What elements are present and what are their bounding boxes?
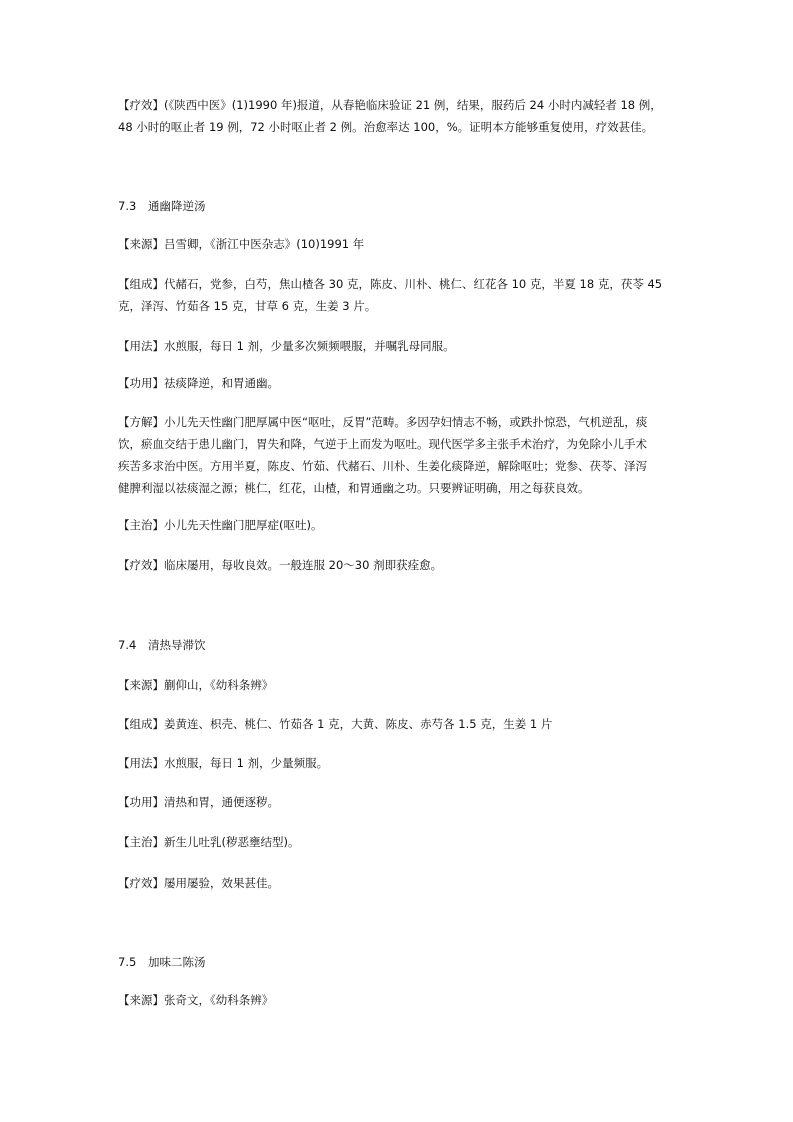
section-number: 7.5: [118, 955, 137, 969]
text-line: 【疗效】临床屡用，每收良效。一般连服 20～30 剂即获痊愈。: [118, 558, 443, 572]
paragraph-analysis-7-3: [118, 411, 678, 499]
section-title: 加味二陈汤: [148, 955, 206, 969]
paragraph-composition-7-3: [118, 273, 678, 317]
text-line: 【功用】清热和胃，通便逐秽。: [118, 795, 279, 809]
paragraph-indication-7-3: [118, 514, 678, 536]
text-line: 【用法】水煎服，每日 1 剂，少量多次频频喂服，并嘱乳母同服。: [118, 339, 455, 353]
paragraph-function-7-3: [118, 372, 678, 394]
text-line: 【来源】张奇文，《幼科条辨》: [118, 993, 274, 1007]
paragraph-composition-7-4: [118, 713, 678, 735]
text-line: 【方解】小儿先天性幽门肥厚属中医“呕吐，反胃”范畴。多因孕妇情志不畅，或跌扑惊恐，气机逆乱，痰: [118, 415, 648, 429]
section-number: 7.4: [118, 638, 137, 652]
text-line: 【组成】姜黄连、枳壳、桃仁、竹茹各 1 克，大黄、陈皮、赤芍各 1.5 克，生姜 1 片: [118, 717, 553, 731]
text-line: 48 小时的呕止者 19 例，72 小时呕止者 2 例。治愈率达 100，%。证明本方能够重复使用，疗效甚佳。: [118, 120, 654, 134]
paragraph-efficacy-7-2: [118, 94, 678, 138]
text-line: 【用法】水煎服，每日 1 剂，少量频服。: [118, 756, 329, 770]
text-line: 【主治】新生儿吐乳(秽恶壅结型)。: [118, 835, 300, 849]
section-heading-7-5: [118, 951, 206, 973]
text-line: 【主治】小儿先天性幽门肥厚症(呕吐)。: [118, 518, 323, 532]
text-line: 【来源】吕雪卿，《浙江中医杂志》(10)1991 年: [118, 237, 365, 251]
paragraph-usage-7-4: [118, 752, 678, 774]
text-line: 克，泽泻、竹茹各 15 克，甘草 6 克，生姜 3 片。: [118, 299, 377, 313]
section-heading-7-4: [118, 634, 206, 656]
paragraph-source-7-3: [118, 233, 678, 255]
section-title: 清热导滞饮: [148, 638, 206, 652]
paragraph-usage-7-3: [118, 335, 678, 357]
section-heading-7-3: [118, 195, 206, 217]
text-line: 【疗效】(《陕西中医》(1)1990 年)报道，从春艳临床验证 21 例，结果，服药后 24 小时内减轻者 18 例，: [118, 98, 662, 112]
section-number: 7.3: [118, 199, 137, 213]
text-line: 【组成】代赭石，党参，白芍，焦山楂各 30 克，陈皮、川朴、桃仁、红花各 10 克，半夏 18 克，茯苓 45: [118, 277, 663, 291]
paragraph-efficacy-7-4: [118, 872, 678, 894]
paragraph-source-7-5: [118, 989, 678, 1011]
paragraph-efficacy-7-3: [118, 554, 678, 576]
paragraph-indication-7-4: [118, 831, 678, 853]
paragraph-source-7-4: [118, 674, 678, 696]
text-line: 【疗效】屡用屡验，效果甚佳。: [118, 876, 279, 890]
text-line: 饮，瘀血交结于患儿幽门，胃失和降，气逆于上而发为呕吐。现代医学多主张手术治疗，为免除小儿手术: [118, 437, 647, 451]
section-title: 通幽降逆汤: [148, 199, 206, 213]
text-line: 【来源】蒯仰山，《幼科条辨》: [118, 678, 274, 692]
paragraph-function-7-4: [118, 791, 678, 813]
text-line: 健脾利湿以祛痰湿之源；桃仁，红花，山楂，和胃通幽之功。只要辨证明确，用之每获良效。: [118, 481, 590, 495]
text-line: 疾苦多求治中医。方用半夏，陈皮、竹茹、代赭石、川朴、生姜化痰降逆，解除呕吐；党参、茯苓、泽泻: [118, 459, 647, 473]
text-line: 【功用】祛痰降逆，和胃通幽。: [118, 376, 279, 390]
